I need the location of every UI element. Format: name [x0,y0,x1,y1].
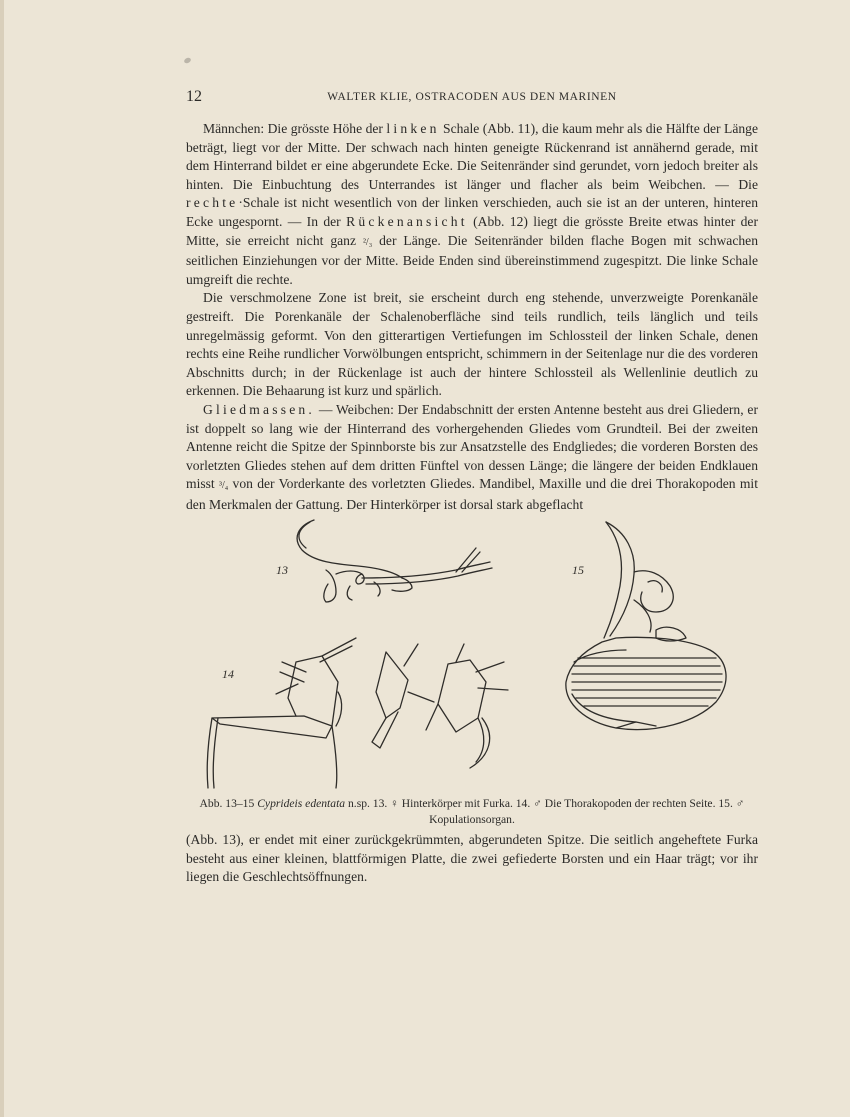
ink-smudge [183,57,191,64]
page-edge [0,0,4,1117]
running-title: WALTER KLIE, OSTRACODEN AUS DEN MARINEN [327,91,617,103]
paragraph-maennchen: Männchen: Die grösste Höhe der linken Schale (Abb. 11), die kaum mehr als die Hälfte der Länge beträgt, liegt vor der Mitte. Der schwach nach hinten geneigte Rückenrand ist annähernd gerade, mit dem Hinterrand bildet er eine abgerundete Ecke. Die Seitenränder sind gerundet, vorn jedoch breiter als hinten. Die Einbuchtung des Unterrandes ist länger und flacher als beim Weibchen. — Die rechte·Schale ist nicht wesentlich von der linken verschieden, auch sie ist an der unteren, hinteren Ecke ungespornt. — In der Rückenansicht (Abb. 12) liegt die grösste Breite etwas hinter der Mitte, sie erreicht nicht ganz ²/₃ der Länge. Die Seitenränder bilden flache Bogen mit schwachen seitlichen Einziehungen vor der Mitte. Beide Enden sind übereinstimmend zugespitzt. Die linke Schale umgreift die rechte. [186,121,758,287]
fraction: ²/₃ [362,236,373,248]
emphasis-linken: linken [386,121,440,136]
figure-label-14: 14 [222,667,234,681]
page-number: 12 [186,88,202,105]
figure-14-drawing [207,638,508,788]
fraction: ³/₄ [218,480,229,492]
figure-13-drawing [297,520,492,602]
emphasis-rueckenansicht: Rückenansicht [346,213,468,229]
text-block-lower [186,831,758,887]
figure-label-15: 15 [572,563,584,577]
figure-caption: Abb. 13–15 Cyprideis edentata n.sp. 13. ♀ Hinterkörper mit Furka. 14. ♂ Die Thorakopoden der rechten Seite. 15. ♂ Kopulationsorgan. [199,797,745,826]
figure-15-drawing [566,522,726,730]
paragraph-gliedmassen: Gliedmassen. — Weibchen: Der Endabschnitt der ersten Antenne besteht aus drei Gliedern, er ist doppelt so lang wie der Hinterrand des vorhergehenden Gliedes vom Grundteil. Bei der zweiten Antenne reicht die Spitze der Spinnborste bis zur Ansatzstelle des Endgliedes; die vorderen Borsten des vorletzten Gliedes stehen auf dem dritten Fünftel von dessen Länge; die längere der beiden Endklauen misst ³/₄ von der Vorderkante des vorletzten Gliedes. Mandibel, Maxille und die drei Thorakopoden mit den Merkmalen der Gattung. Der Hinterkörper ist dorsal stark abgeflacht [186,401,758,512]
figure-13-15 [186,512,746,792]
emphasis-gliedmassen: Gliedmassen. [203,401,316,417]
text-block-upper [186,120,758,514]
emphasis-rechte: rechte [186,195,239,211]
paragraph-zone: Die verschmolzene Zone ist breit, sie erscheint durch eng stehende, unverzweigte Porenkanäle gestreift. Die Porenkanäle der Schalenoberfläche sind teils rundlich, teils länglich und teils unregelmässig geformt. Von den gitterartigen Vertiefungen im Schlossteil der linken Schale, denen rechts eine Reihe rundlicher Vorwölbungen entspricht, schimmern in der Seitenlage nur die des vorderen Abschnitts durch; in der Rückenlage ist auch der hintere Schlossteil als Wellenlinie deutlich zu erkennen. Die Behaarung ist kurz und spärlich. [186,290,758,399]
species-name: Cyprideis edentata [257,797,346,810]
page-header [186,88,758,108]
paragraph-continuation: (Abb. 13), er endet mit einer zurückgekrümmten, abgerundeten Spitze. Die seitlich angeheftete Furka besteht aus einer kleinen, blattförmigen Platte, die zwei gefiederte Borsten und ein Haar trägt; vor ihr liegen die Geschlechtsöffnungen. [186,832,758,885]
figure-label-13: 13 [276,563,288,577]
